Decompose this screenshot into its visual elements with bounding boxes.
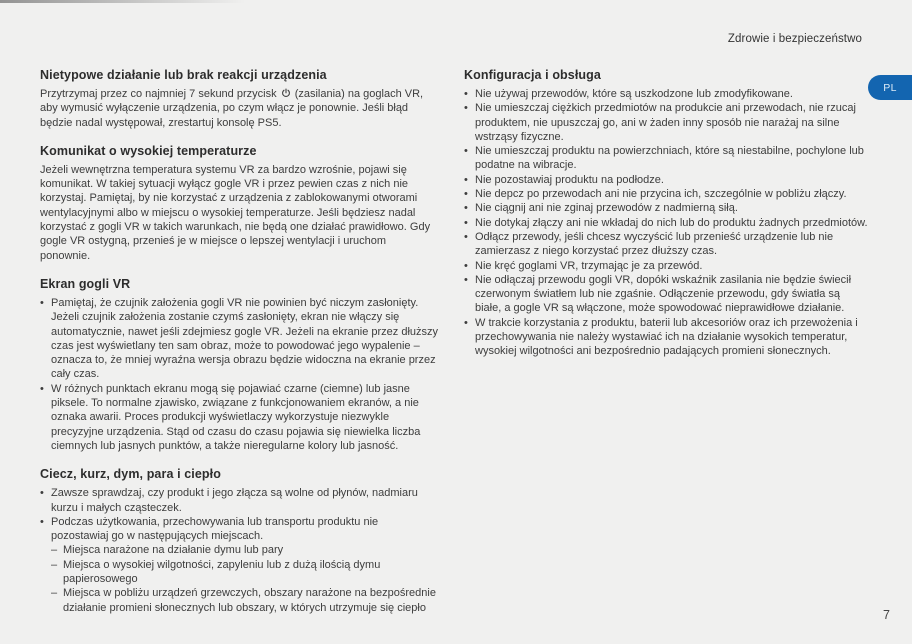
list-item <box>464 273 868 316</box>
section-setup-and-handling <box>464 67 868 359</box>
section-heading: Ekran gogli VR <box>40 276 131 291</box>
section-heading: Komunikat o wysokiej temperaturze <box>40 143 257 158</box>
power-icon <box>281 88 291 98</box>
section-paragraph: Jeżeli wewnętrzna temperatura systemu VR za bardzo wzrośnie, pojawi się komunikat. W takiej sytuacji wyłącz gogle VR i przez pewien czas z nich nie korzystaj. Pamiętaj, by nie korzystać z urządzenia z zablokowanymi otworami wentylacyjnymi albo w miejscu o wysokiej temperaturze. Jeśli będziesz nadal korzystać z gogli VR w takich warunkach, nie będą one działać prawidłowo. Gdy gogle VR ostygną, przenieś je w miejsce o lepszej wentylacji i uruchom ponownie. <box>40 163 431 262</box>
list-item-text: Nie pozostawiaj produktu na podłodze. <box>475 173 664 186</box>
section-heading: Ciecz, kurz, dym, para i ciepło <box>40 467 221 482</box>
scan-artifact <box>0 0 245 3</box>
section-liquid-dust-smoke <box>40 466 438 615</box>
section-high-temperature <box>40 143 438 263</box>
list-item <box>464 216 868 230</box>
list-item-text: Nie używaj przewodów, które są uszkodzone lub zmodyfikowane. <box>475 88 793 100</box>
sub-list-item <box>51 586 438 615</box>
list-item-text: Miejsca narażone na działanie dymu lub pary <box>63 544 284 557</box>
list-item-text: Odłącz przewody, jeśli chcesz wyczyścić lub przenieść urządzenie lub nie zamierzasz z niego korzystać przez dłuższy czas. <box>475 230 834 258</box>
list-item <box>464 87 868 101</box>
sub-bullet-list <box>51 543 438 614</box>
list-item-text: Nie depcz po przewodach ani nie przycina ich, szczególnie w pobliżu złączy. <box>475 188 847 201</box>
list-item-text: Nie dotykaj złączy ani nie wkładaj do nich lub do produktu żadnych przedmiotów. <box>475 216 868 229</box>
section-heading: Konfiguracja i obsługa <box>464 68 601 82</box>
page-number: 7 <box>883 608 890 622</box>
list-item <box>464 201 868 215</box>
list-item <box>464 316 868 359</box>
bullet-list <box>40 296 438 453</box>
list-item <box>40 486 438 515</box>
sub-list-item <box>51 558 438 587</box>
left-column <box>40 67 438 628</box>
sub-list-item <box>51 543 438 557</box>
list-item-text: Zawsze sprawdzaj, czy produkt i jego złącza są wolne od płynów, nadmiaru kurzu i małych cząsteczek. <box>51 487 418 514</box>
paragraph-text: (zasilania) na goglach VR, aby wymusić wyłączenie urządzenia, po czym włącz je ponownie. Jeśli błąd będzie nadal występował, zrestartuj konsolę PS5. <box>40 88 424 129</box>
page-header-title: Zdrowie i bezpieczeństwo <box>727 33 862 45</box>
section-unusual-behavior <box>40 67 438 130</box>
right-column <box>464 67 868 372</box>
bullet-list <box>464 87 868 359</box>
list-item-text: Miejsca o wysokiej wilgotności, zapyleniu lub z dużą ilością dymu papierosowego <box>63 558 381 586</box>
list-item-text: Pamiętaj, że czujnik założenia gogli VR nie powinien być niczym zasłonięty. Jeżeli czujnik założenia zostanie czymś zasłonięty, ekran nie włączy się automatycznie, nawet jeśli zdejmiesz gogle VR. Jeżeli na ekranie przez dłuższy czas jest wyświetlany ten sam obraz, może to powodować jego wypalenie – oznacza to, że mniej wyraźna wersja obrazu będzie widoczna na ekranie przez cały czas. <box>51 296 439 381</box>
list-item-text: Nie umieszczaj ciężkich przedmiotów na produkcie ani przewodach, nie rzucaj produktem, nie upuszczaj go, ani w żaden inny sposób nie narażaj na silne wstrząsy fizyczne. <box>475 102 856 143</box>
language-tab <box>868 75 912 100</box>
list-item-text: Nie umieszczaj produktu na powierzchniach, które są niestabilne, pochylone lub podatne na wibracje. <box>475 145 864 172</box>
paragraph-text: Przytrzymaj przez co najmniej 7 sekund przycisk <box>40 88 280 100</box>
list-item <box>40 296 438 382</box>
list-item <box>40 515 438 615</box>
list-item-text: W różnych punktach ekranu mogą się pojawiać czarne (ciemne) lub jasne piksele. To normalne zjawisko, związane z funkcjonowaniem ekranów, a nie oznaka awarii. Proces produkcji wyświetlaczy wykorzystuje niezwykle precyzyjne urządzenia. Stąd od czasu do czasu pojawia się niewielka liczba ciemnych lub jasnych punktów, a także nieregularne kolory lub jasność. <box>51 382 421 452</box>
list-item <box>464 101 868 144</box>
list-item <box>464 144 868 173</box>
bullet-list <box>40 486 438 615</box>
list-item <box>464 230 868 259</box>
language-tab-label: PL <box>883 81 897 94</box>
list-item-text: Podczas użytkowania, przechowywania lub transportu produktu nie pozostawiaj go w następujących miejscach. <box>51 515 379 543</box>
list-item-text: Miejsca w pobliżu urządzeń grzewczych, obszary narażone na bezpośrednie działanie promieni słonecznych lub obszary, w których utrzymuje się ciepło <box>63 587 436 614</box>
list-item-text: Nie kręć goglami VR, trzymając je za przewód. <box>475 259 703 272</box>
list-item <box>464 259 868 273</box>
list-item-text: W trakcie korzystania z produktu, baterii lub akcesoriów oraz ich przewożenia i przechowywania nie należy wystawiać ich na działanie wysokich temperatur, wysokiej wilgotności ani bezpośrednio padających promieni słonecznych. <box>475 316 858 358</box>
list-item-text: Nie ciągnij ani nie zginaj przewodów z nadmierną siłą. <box>475 202 738 215</box>
list-item-text: Nie odłączaj przewodu gogli VR, dopóki wskaźnik zasilania nie będzie świecił czerwonym światłem lub nie zgaśnie. Odłączenie przewodu, gdy światła są białe, a gogle VR są włączone, może spowodować nieprawidłowe działanie. <box>475 273 852 315</box>
section-heading: Nietypowe działanie lub brak reakcji urządzenia <box>40 68 327 82</box>
section-paragraph <box>40 87 438 130</box>
list-item <box>464 173 868 187</box>
section-vr-screen <box>40 276 438 453</box>
list-item <box>40 382 438 453</box>
list-item <box>464 187 868 201</box>
